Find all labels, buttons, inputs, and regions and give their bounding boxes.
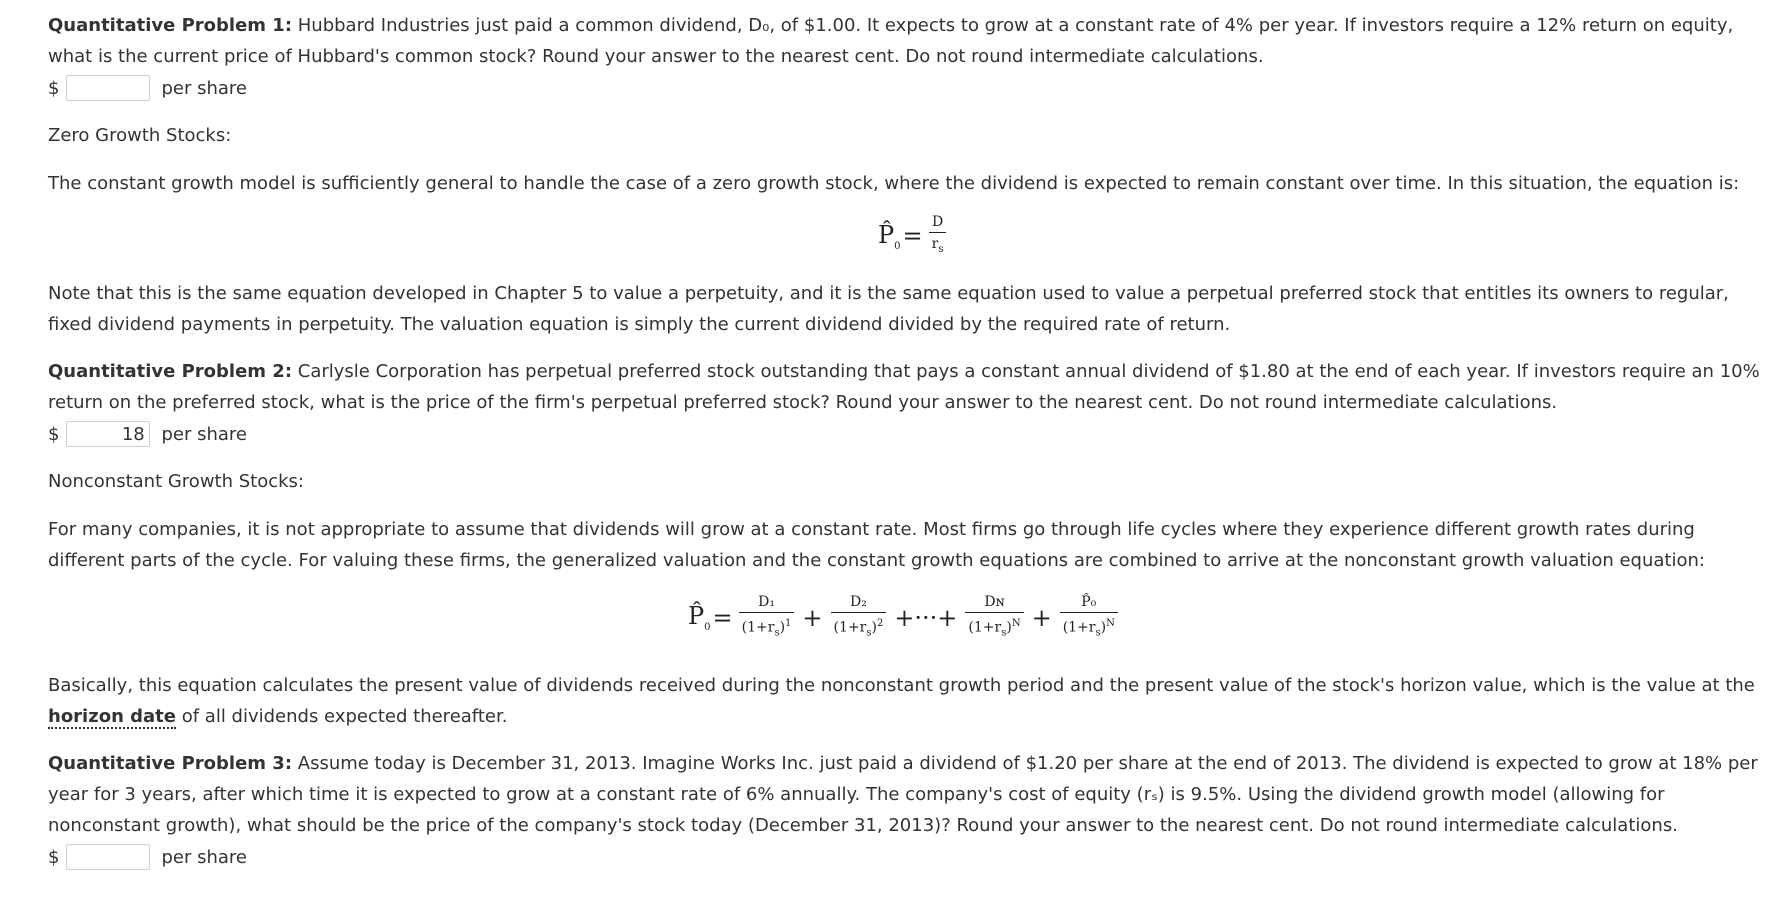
problem-1-body: Hubbard Industries just paid a common dividend, D₀, of $1.00. It expects to grow at a constant rate of 4% per year. If investors require a 12% return on equity, what is the current price of Hubbard's common stock? Round your answer to the nearest cent. Do not round intermediate calculations. <box>48 15 1734 67</box>
formula-lhs: $P̂_0$ <box>878 220 901 252</box>
problem-2-answer-input[interactable] <box>66 421 150 447</box>
formula-term-n: $\frac{\text{Dɴ}}{(1+r_s)^N}$ <box>965 594 1023 641</box>
formula-ellipsis: +···+ <box>894 603 958 632</box>
problem-1-label: Quantitative Problem 1: <box>48 15 293 36</box>
formula-term-horizon: $\frac{\text{P̂₀}}{(1+r_s)^N}$ <box>1060 594 1118 641</box>
problem-2-currency: $ <box>48 424 60 445</box>
problem-1-unit: per share <box>161 78 247 99</box>
formula-equals: = <box>712 603 733 632</box>
zero-growth-formula <box>878 214 950 258</box>
problem-1-answer-row <box>48 74 247 104</box>
zero-growth-note: Note that this is the same equation developed in Chapter 5 to value a perpetuity, and it is the same equation used to value a perpetual preferred stock that entitles its owners to regular, fixed dividend payments in perpetuity. The valuation equation is simply the current dividend divided by the required rate of return. <box>48 283 1729 335</box>
formula-numerator: D <box>931 214 944 230</box>
problem-1-answer-input[interactable] <box>66 75 150 101</box>
problem-2-text <box>48 356 1776 418</box>
problem-3-unit: per share <box>161 847 247 868</box>
nonconstant-heading: Nonconstant Growth Stocks: <box>48 471 304 492</box>
formula-denominator: $r_s$ <box>929 232 947 258</box>
formula-equals: = <box>902 221 923 250</box>
formula-lhs: $P̂_0$ <box>688 602 711 634</box>
problem-1-currency: $ <box>48 78 60 99</box>
problem-2-answer-row <box>48 420 247 450</box>
problem-3-label: Quantitative Problem 3: <box>48 753 293 774</box>
zero-growth-intro: The constant growth model is sufficiently general to handle the case of a zero growth stock, where the dividend is expected to remain constant over time. In this situation, the equation is: <box>48 173 1740 194</box>
problem-3-body: Assume today is December 31, 2013. Imagine Works Inc. just paid a dividend of $1.20 per share at the end of 2013. The dividend is expected to grow at 18% per year for 3 years, after which time it is expected to grow at a constant rate of 6% annually. The company's cost of equity (rₛ) is 9.5%. Using the dividend growth model (allowing for nonconstant growth), what should be the price of the company's stock today (December 31, 2013)? Round your answer to the nearest cent. Do not round intermediate calculations. <box>48 753 1758 836</box>
nonconstant-formula <box>688 594 1122 641</box>
formula-plus-2: + <box>1031 603 1052 632</box>
problem-2-label: Quantitative Problem 2: <box>48 361 293 382</box>
formula-plus-1: + <box>802 603 823 632</box>
problem-2-body: Carlysle Corporation has perpetual preferred stock outstanding that pays a constant annual dividend of $1.80 at the end of each year. If investors require an 10% return on the preferred stock, what is the price of the firm's perpetual preferred stock? Round your answer to the nearest cent. Do not round intermediate calculations. <box>48 361 1760 413</box>
formula-fraction <box>929 214 947 258</box>
formula-term-2: $\frac{\text{D₂}}{(1+r_s)^2}$ <box>831 594 887 641</box>
problem-3-answer-input[interactable] <box>66 844 150 870</box>
problem-2-unit: per share <box>161 424 247 445</box>
formula-term-1: $\frac{\text{D₁}}{(1+r_s)^1}$ <box>739 594 795 641</box>
problem-3-answer-row <box>48 843 247 873</box>
problem-3-currency: $ <box>48 847 60 868</box>
problem-3-text <box>48 748 1776 841</box>
horizon-date-term[interactable]: horizon date <box>48 706 176 727</box>
zero-growth-heading: Zero Growth Stocks: <box>48 125 232 146</box>
problem-1-text <box>48 10 1776 72</box>
nonconstant-intro: For many companies, it is not appropriate to assume that dividends will grow at a constant rate. Most firms go through life cycles where they experience different growth rates during different parts of the cycle. For valuing these firms, the generalized valuation and the constant growth equations are combined to arrive at the nonconstant growth valuation equation: <box>48 519 1705 571</box>
nonconstant-explain: Basically, this equation calculates the present value of dividends received during the nonconstant growth period and the present value of the stock's horizon value, which is the value at the horizon date of all dividends expected thereafter. <box>48 675 1755 727</box>
